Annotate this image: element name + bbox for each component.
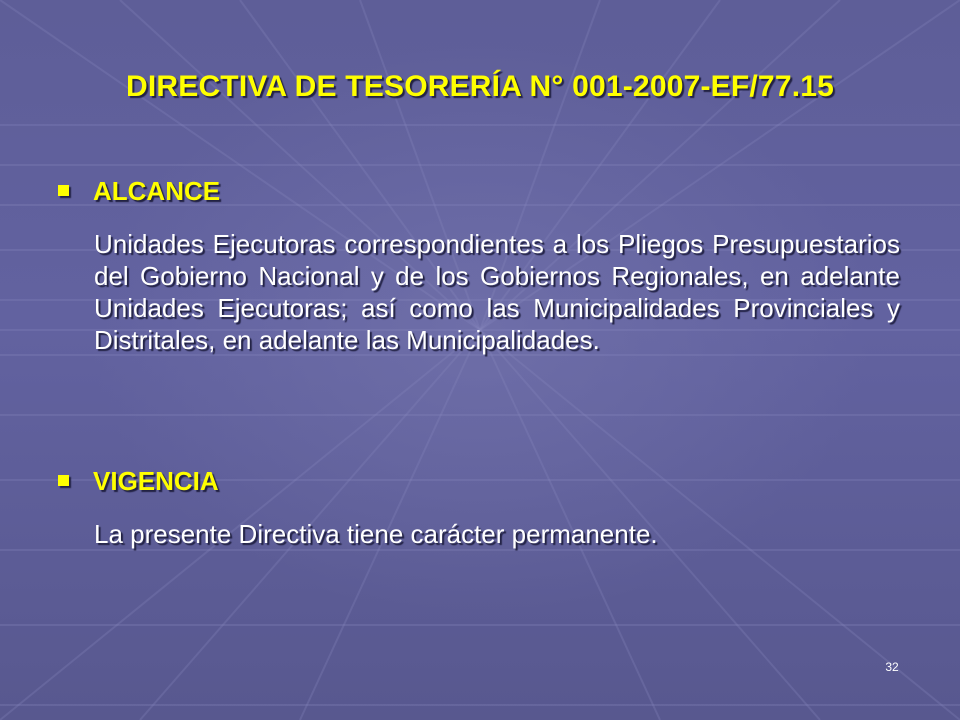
section-heading-vigencia: VIGENCIA xyxy=(93,466,219,496)
section-body-vigencia: La presente Directiva tiene carácter permanente. xyxy=(94,519,658,549)
section-heading-alcance: ALCANCE xyxy=(93,176,221,206)
section-alcance-heading-row xyxy=(58,176,220,207)
page-number: 32 xyxy=(885,660,899,674)
square-bullet-icon xyxy=(58,475,69,486)
section-vigencia-heading-row xyxy=(58,466,219,497)
square-bullet-icon xyxy=(58,185,69,196)
section-body-alcance: Unidades Ejecutoras correspondientes a los Pliegos Presupuestarios del Gobierno Nacional y de los Gobiernos Regionales, en adelante Unidades Ejecutoras; así como las Municipalidades Provinciales y Distritales, en adelante las Municipalidades. xyxy=(94,229,900,355)
slide-title: DIRECTIVA DE TESORERÍA N° 001-2007-EF/77.15 xyxy=(125,70,835,103)
